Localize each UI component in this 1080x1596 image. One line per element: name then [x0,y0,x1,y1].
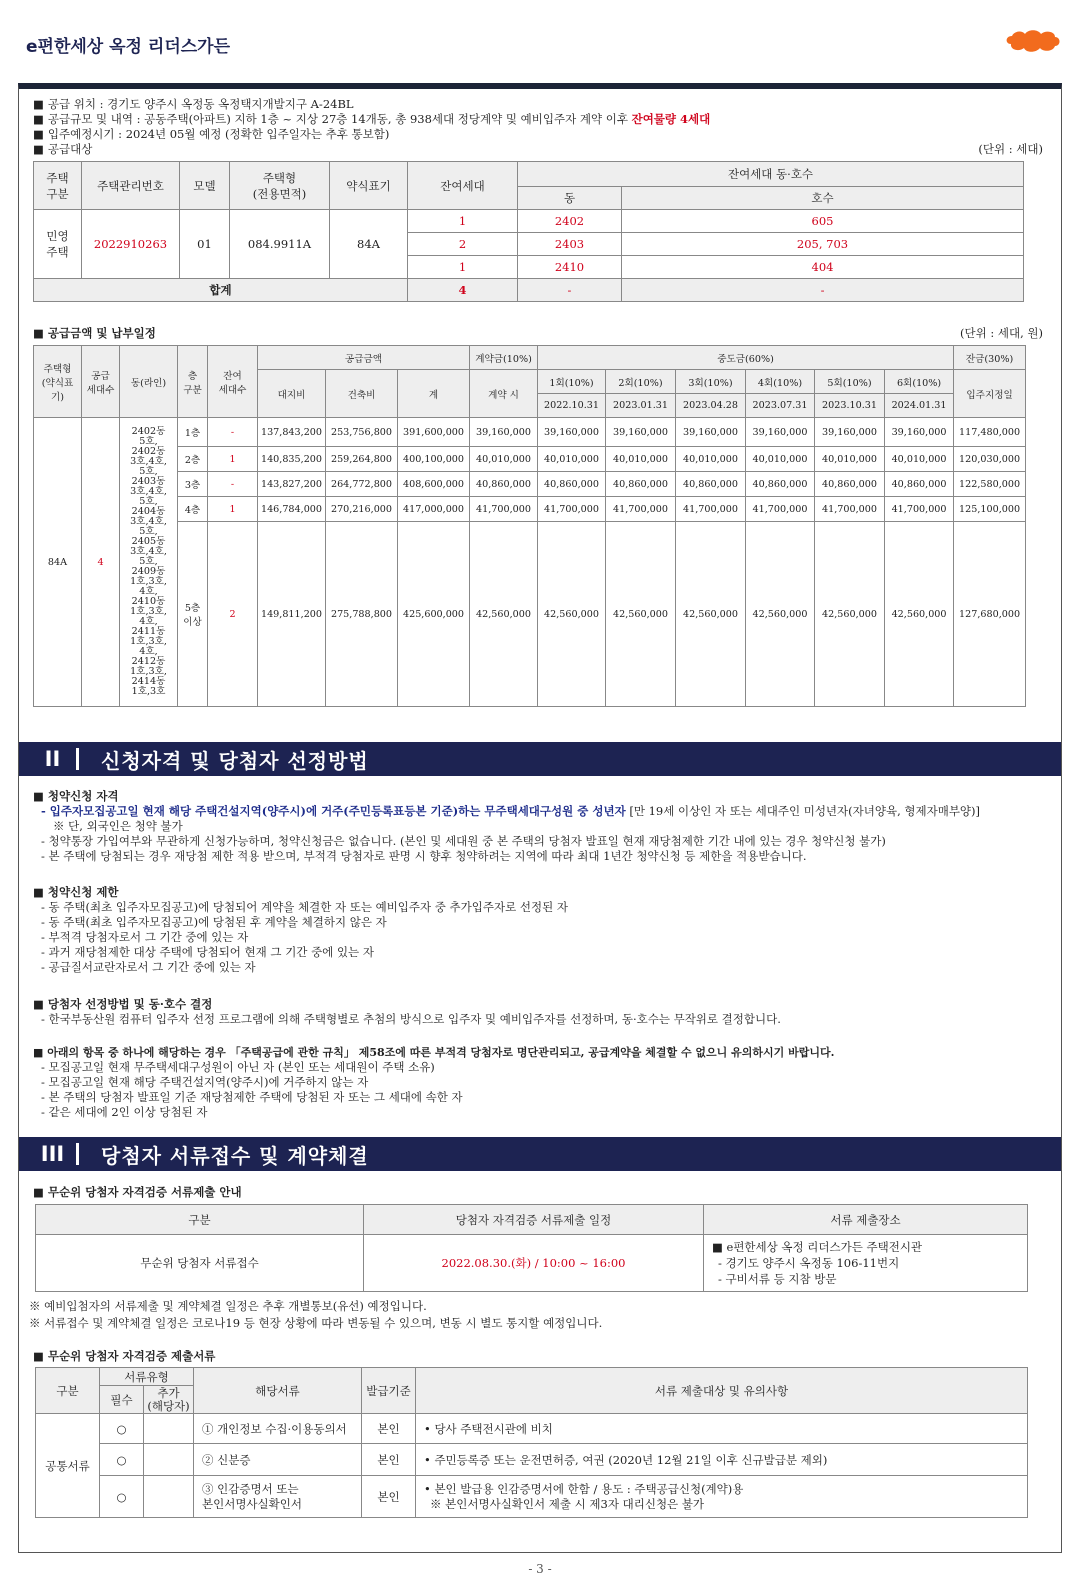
cell-type: 민영 주택 [34,210,82,279]
cell-ho: 404 [622,256,1024,279]
price-row [34,472,1026,497]
cell-installment: 40,010,000 [676,447,746,472]
cell-balance: 122,580,000 [954,472,1026,497]
cell-installment: 42,560,000 [746,522,815,707]
th-inst: 6회(10%) [885,370,954,394]
cell-installment: 39,160,000 [885,418,954,447]
th-dongline: 동(라인) [120,346,178,418]
th-middle: 중도금(60%) [538,346,954,370]
cell-sum: 391,600,000 [398,418,470,447]
cell-contract: 40,860,000 [470,472,538,497]
th-contract-when: 계약 시 [470,370,538,418]
cell-installment: 39,160,000 [538,418,606,447]
cell-dong: 2410 [518,256,622,279]
cell-build: 253,756,800 [326,418,398,447]
qual-line: - 본 주택에 당첨되는 경우 재당첨 제한 적용 받으며, 부적격 당첨자로 판명 시 향후 청약하려는 지역에 따라 최대 1년간 청약신청 등 제한을 적용받습니다. [41,849,807,863]
page-title: e편한세상 옥정 리더스가든 [26,37,231,57]
cell-dongline: 2402동 5호, 2402동 3호,4호, 5호, 2403동 3호,4호, 5호, 2404동 3호,4호, 5호, 2405동 3호,4호, 5호, 2409동 1호,3호, 4호, 2410동 1호,3호, 4호, 2411동 1호,3호, 4호, 2412동 1호,3호, 2414동 1호,3호 [120,418,178,707]
cell-build: 264,772,800 [326,472,398,497]
cell-remain: 2 [208,522,258,707]
cell-installment: 41,700,000 [815,497,885,522]
cell-installment: 39,160,000 [606,418,676,447]
th-sum: 계 [398,370,470,418]
th-inst: 3회(10%) [676,370,746,394]
cell-add [144,1444,194,1476]
cell-contract: 39,160,000 [470,418,538,447]
cell-build: 270,216,000 [326,497,398,522]
cell-add [144,1476,194,1518]
cell-sum: 425,600,000 [398,522,470,707]
cell-installment: 39,160,000 [746,418,815,447]
cell-land: 140,835,200 [258,447,326,472]
overview-line: ■ 공급 위치 : 경기도 양주시 옥정동 옥정택지개발지구 A-24BL [33,97,1061,112]
th-type: 주택형 (약식표 기) [34,346,82,418]
content-frame [18,83,1062,1553]
cell-installment: 41,700,000 [606,497,676,522]
cell-installment: 41,700,000 [885,497,954,522]
select-title: ■ 당첨자 선정방법 및 동·호수 결정 [33,997,1061,1012]
cell-dong: 2403 [518,233,622,256]
section-title: 당첨자 서류접수 및 계약체결 [101,1143,369,1168]
docs-title: ■ 무순위 당첨자 자격검증 서류제출 안내 [33,1185,1061,1200]
cell-htype: 084.9911A [230,210,330,279]
th-sched: 당첨자 자격검증 서류제출 일정 [364,1205,704,1235]
cell-balance: 127,680,000 [954,522,1026,707]
cell-issue: 본인 [362,1414,416,1444]
cell-installment: 40,860,000 [746,472,815,497]
qual-line: - 청약통장 가입여부와 무관하게 신청가능하며, 청약신청금은 없습니다. (본인 및 세대원 중 본 주택의 당첨자 발표일 현재 재당첨제한 기간 내에 있는 경우 청약신청 불가) [41,834,886,848]
overview [33,97,1061,157]
cell-note: • 본인 발급용 인감증명서에 한함 / 용도 : 주택공급신청(계약)용 ※ 본인서명사실확인서 제출 시 제3자 대리신청은 불가 [416,1476,1028,1518]
cell-cat: 공통서류 [36,1414,100,1518]
price-row [34,418,1026,447]
cell-land: 146,784,000 [258,497,326,522]
cell-installment: 40,860,000 [815,472,885,497]
docs-note: ※ 서류접수 및 계약체결 일정은 코로나19 등 현장 상황에 따라 변동될 수 있으며, 변동 시 별도 통지할 예정입니다. [29,1316,603,1330]
th-dong: 동 [518,187,622,210]
restrict-line: - 동 주택(최초 입주자모집공고)에 당첨된 후 계약을 체결하지 않은 자 [41,915,387,929]
ineligible-line: - 같은 세대에 2인 이상 당첨된 자 [41,1105,208,1119]
th-ho: 호수 [622,187,1024,210]
th-cat: 구분 [36,1368,100,1414]
cell-installment: 41,700,000 [676,497,746,522]
cell-remain: - [208,418,258,447]
qualification [33,789,1061,864]
section-band [19,1137,1061,1171]
cell-type: 84A [34,418,82,707]
cell-remain: 1 [208,447,258,472]
cell-supply: 4 [82,418,120,707]
cell-note: • 당사 주택전시관에 비치 [416,1414,1028,1444]
cell-installment: 41,700,000 [746,497,815,522]
th-place: 서류 제출장소 [704,1205,1028,1235]
cell-installment: 40,010,000 [538,447,606,472]
select-line: - 한국부동산원 컴퓨터 입주자 선정 프로그램에 의해 주택형별로 추첨의 방식으로 입주자 및 예비입주자를 선정하며, 동·호수는 무작위로 결정합니다. [41,1012,781,1026]
cell-land: 143,827,200 [258,472,326,497]
qual-line: - 입주자모집공고일 현재 해당 주택건설지역(양주시)에 거주(주민등록표등본 기준)하는 무주택세대구성원 중 성년자 [만 19세 이상인 자 또는 세대주인 미성년자(자녀양육, 형제자매부양)] [41,804,981,818]
th-build: 건축비 [326,370,398,418]
cell-remain: - [208,472,258,497]
unit-note: (단위 : 세대) [978,142,1043,156]
th-move-in: 입주지정일 [954,370,1026,418]
cell-installment: 39,160,000 [676,418,746,447]
cell-build: 259,264,800 [326,447,398,472]
th-short: 약식표기 [330,162,408,210]
price-table [33,345,1026,707]
th-type: 서류유형 [100,1368,194,1386]
cell-doc: ② 신분증 [194,1444,362,1476]
restrict-line: - 과거 재당첨제한 대상 주택에 당첨되어 현재 그 기간 중에 있는 자 [41,945,374,959]
th-mgmt: 주택관리번호 [82,162,180,210]
cell-installment: 42,560,000 [538,522,606,707]
cell-installment: 42,560,000 [606,522,676,707]
cell-installment: 42,560,000 [885,522,954,707]
th-date: 2022.10.31 [538,394,606,418]
overview-line: ■ 입주예정시기 : 2024년 05월 예정 (정확한 입주일자는 추후 통보함) [33,127,1061,142]
section-band [19,742,1061,776]
th-add: 추가 (해당자) [144,1386,194,1414]
total-ho: - [622,279,1024,302]
price-row [34,522,1026,707]
cell-sum: 417,000,000 [398,497,470,522]
cell-land: 149,811,200 [258,522,326,707]
total-dong: - [518,279,622,302]
cell-add [144,1414,194,1444]
cell-model: 01 [180,210,230,279]
docs-table [35,1204,1028,1292]
th-remain: 잔여세대 [408,162,518,210]
overview-line: ■ 공급규모 및 내역 : 공동주택(아파트) 지하 1층 ~ 지상 27층 14개동, 총 938세대 정당계약 및 예비입주자 계약 이후 잔여물량 4세대 [33,112,1061,127]
cell-balance: 120,030,000 [954,447,1026,472]
th-model: 모델 [180,162,230,210]
ineligible [33,1045,1061,1120]
th-date: 2023.10.31 [815,394,885,418]
restrict-title: ■ 청약신청 제한 [33,885,1061,900]
th-land: 대지비 [258,370,326,418]
th-doc: 해당서류 [194,1368,362,1414]
page-number: - 3 - [528,1562,552,1576]
cell-installment: 40,860,000 [676,472,746,497]
cell-build: 275,788,800 [326,522,398,707]
cell-installment: 40,860,000 [606,472,676,497]
cell-cat: 무순위 당첨자 서류접수 [36,1235,364,1292]
cell-must: ○ [100,1444,144,1476]
th-date: 2023.07.31 [746,394,815,418]
cell-count: 2 [408,233,518,256]
cell-floor: 3층 [178,472,208,497]
cell-count: 1 [408,210,518,233]
cell-installment: 39,160,000 [815,418,885,447]
cell-installment: 40,010,000 [815,447,885,472]
th-remain: 잔여 세대수 [208,346,258,418]
cell-land: 137,843,200 [258,418,326,447]
th-inst: 5회(10%) [815,370,885,394]
section-title: 신청자격 및 당첨자 선정방법 [101,748,369,773]
remain-highlight: 잔여물량 4세대 [631,112,711,126]
cell-sum: 400,100,000 [398,447,470,472]
cell-balance: 117,480,000 [954,418,1026,447]
th-note: 서류 제출대상 및 유의사항 [416,1368,1028,1414]
restrict-line: - 부적격 당첨자로서 그 기간 중에 있는 자 [41,930,249,944]
cell-short: 84A [330,210,408,279]
cell-installment: 41,700,000 [538,497,606,522]
th-dongho: 잔여세대 동·호수 [518,162,1024,187]
price-row [34,497,1026,522]
th-balance: 잔금(30%) [954,346,1026,370]
overview-line: ■ 공급대상 [33,142,1061,157]
th-inst: 2회(10%) [606,370,676,394]
ineligible-title: ■ 아래의 항목 중 하나에 해당하는 경우 「주택공급에 관한 규칙」 제58조에 따른 부적격 당첨자로 명단관리되고, 공급계약을 체결할 수 없으니 유의하시기 바랍니다. [33,1045,1061,1060]
total-count: 4 [408,279,518,302]
th-type: 주택 구분 [34,162,82,210]
cell-balance: 125,100,000 [954,497,1026,522]
cell-must: ○ [100,1414,144,1444]
price-row [34,447,1026,472]
th-supply-amount: 공급금액 [258,346,470,370]
ineligible-line: - 본 주택의 당첨자 발표일 기준 재당첨제한 주택에 당첨된 자 또는 그 세대에 속한 자 [41,1090,463,1104]
cell-floor: 2층 [178,447,208,472]
ineligible-line: - 모집공고일 현재 무주택세대구성원이 아닌 자 (본인 또는 세대원이 주택 소유) [41,1060,435,1074]
cell-contract: 40,010,000 [470,447,538,472]
th-date: 2023.04.28 [676,394,746,418]
cell-sched: 2022.08.30.(화) / 10:00 ~ 16:00 [364,1235,704,1292]
remain-table [33,161,1024,302]
brand-logo-icon [1003,27,1063,57]
qual-line: ※ 단, 외국인은 청약 불가 [53,819,183,833]
cell-must: ○ [100,1476,144,1518]
cell-ho: 205, 703 [622,233,1024,256]
cell-installment: 42,560,000 [815,522,885,707]
docs-notes [29,1299,1061,1331]
ineligible-line: - 모집공고일 현재 해당 주택건설지역(양주시)에 거주하지 않는 자 [41,1075,369,1089]
cell-installment: 40,860,000 [885,472,954,497]
section-number: II [29,748,79,770]
cell-doc: ③ 인감증명서 또는 본인서명사실확인서 [194,1476,362,1518]
cell-remain: 1 [208,497,258,522]
cell-note: • 주민등록증 또는 운전면허증, 여권 (2020년 12월 21일 이후 신규발급분 제외) [416,1444,1028,1476]
cell-installment: 40,010,000 [885,447,954,472]
docs-note: ※ 예비입첨자의 서류제출 및 계약체결 일정은 추후 개별통보(유선) 예정입니다. [29,1299,427,1313]
cell-floor: 5층 이상 [178,522,208,707]
th-htype: 주택형 (전용면적) [230,162,330,210]
cell-installment: 40,010,000 [746,447,815,472]
cell-dong: 2402 [518,210,622,233]
th-contract: 계약금(10%) [470,346,538,370]
restrict-line: - 동 주택(최초 입주자모집공고)에 당첨되어 계약을 체결한 자 또는 예비입주자 중 추가입주자로 선정된 자 [41,900,568,914]
qual-title: ■ 청약신청 자격 [33,789,1061,804]
cell-issue: 본인 [362,1476,416,1518]
cell-ho: 605 [622,210,1024,233]
th-date: 2024.01.31 [885,394,954,418]
cell-installment: 40,860,000 [538,472,606,497]
th-floor: 층 구분 [178,346,208,418]
price-title: ■ 공급금액 및 납부일정 [33,326,1061,341]
cell-contract: 41,700,000 [470,497,538,522]
restrict-line: - 공급질서교란자로서 그 기간 중에 있는 자 [41,960,256,974]
cell-installment: 42,560,000 [676,522,746,707]
section-number: III [29,1143,79,1165]
th-supply: 공급 세대수 [82,346,120,418]
cell-count: 1 [408,256,518,279]
th-must: 필수 [100,1386,144,1414]
cell-installment: 40,010,000 [606,447,676,472]
cell-contract: 42,560,000 [470,522,538,707]
cell-sum: 408,600,000 [398,472,470,497]
req-table [35,1367,1028,1518]
cell-doc: ① 개인정보 수집·이용동의서 [194,1414,362,1444]
selection [33,997,1061,1027]
cell-mgmt: 2022910263 [82,210,180,279]
th-inst: 4회(10%) [746,370,815,394]
cell-issue: 본인 [362,1444,416,1476]
th-inst: 1회(10%) [538,370,606,394]
cell-floor: 4층 [178,497,208,522]
cell-place: ■ e편한세상 옥정 리더스가든 주택전시관 - 경기도 양주시 옥정동 106-11번지 - 구비서류 등 지참 방문 [704,1235,1028,1292]
price-unit: (단위 : 세대, 원) [959,326,1043,340]
req-title: ■ 무순위 당첨자 자격검증 제출서류 [33,1349,1061,1364]
total-label: 합계 [34,279,408,302]
th-cat: 구분 [36,1205,364,1235]
cell-floor: 1층 [178,418,208,447]
th-date: 2023.01.31 [606,394,676,418]
th-issue: 발급기준 [362,1368,416,1414]
restriction [33,885,1061,975]
